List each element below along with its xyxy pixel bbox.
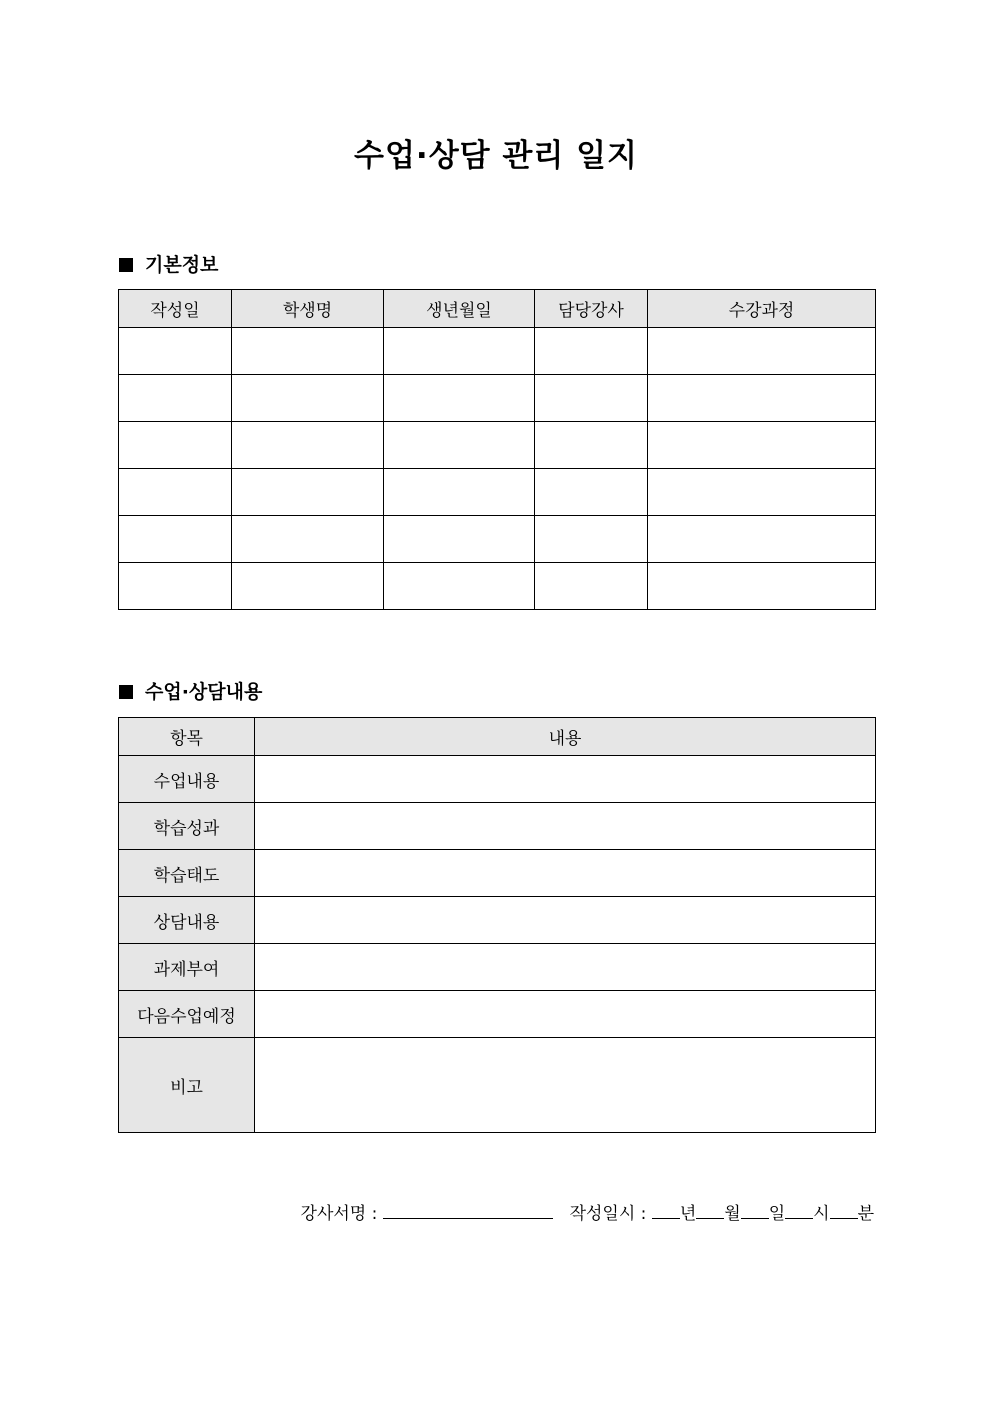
column-header-instructor: 담당강사 [535,290,648,328]
table-cell[interactable] [232,375,384,422]
month-blank[interactable] [696,1200,724,1219]
table-cell[interactable] [119,422,232,469]
basic-info-header-row [119,290,876,328]
table-cell[interactable] [535,375,648,422]
table-row [119,563,876,610]
table-cell[interactable] [232,469,384,516]
table-row [119,328,876,375]
row-label-learning-outcome: 학습성과 [119,803,255,850]
table-cell[interactable] [384,516,535,563]
day-blank[interactable] [741,1200,769,1219]
table-row [119,897,876,944]
content-cell[interactable] [255,897,876,944]
table-cell[interactable] [535,422,648,469]
month-unit: 월 [724,1204,741,1224]
table-cell[interactable] [535,516,648,563]
table-cell[interactable] [648,422,876,469]
table-cell[interactable] [232,563,384,610]
table-cell[interactable] [384,375,535,422]
basic-info-heading [119,252,218,278]
table-cell[interactable] [535,328,648,375]
table-row [119,516,876,563]
table-cell[interactable] [384,328,535,375]
year-blank[interactable] [652,1200,680,1219]
row-label-learning-attitude: 학습태도 [119,850,255,897]
column-header-birthdate: 생년월일 [384,290,535,328]
table-row [119,469,876,516]
square-bullet-icon [119,685,133,699]
table-row [119,375,876,422]
table-cell[interactable] [384,469,535,516]
page-title: 수업·상담 관리 일지 [354,138,638,174]
signature-line [0,1200,874,1227]
basic-info-table [118,289,876,610]
table-cell[interactable] [648,328,876,375]
row-label-lesson-content: 수업내용 [119,756,255,803]
instructor-signature-label: 강사서명 : [300,1204,378,1224]
table-row [119,991,876,1038]
table-cell[interactable] [119,469,232,516]
table-row [119,850,876,897]
column-header-student: 학생명 [232,290,384,328]
content-cell[interactable] [255,1038,876,1133]
table-cell[interactable] [535,469,648,516]
row-label-counseling-content: 상담내용 [119,897,255,944]
table-cell[interactable] [648,516,876,563]
content-cell[interactable] [255,850,876,897]
row-label-next-lesson-plan: 다음수업예정 [119,991,255,1038]
table-row [119,944,876,991]
basic-info-heading-text: 기본정보 [145,254,219,276]
column-header-date: 작성일 [119,290,232,328]
square-bullet-icon [119,258,133,272]
date-label: 작성일시 : [569,1204,647,1224]
table-cell[interactable] [232,328,384,375]
table-cell[interactable] [119,375,232,422]
table-row [119,803,876,850]
content-section-heading-text: 수업·상담내용 [145,681,263,703]
content-cell[interactable] [255,944,876,991]
column-header-item: 항목 [119,718,255,756]
table-cell[interactable] [119,328,232,375]
column-header-content: 내용 [255,718,876,756]
content-cell[interactable] [255,991,876,1038]
table-cell[interactable] [119,563,232,610]
table-cell[interactable] [648,375,876,422]
table-row [119,1038,876,1133]
instructor-signature-blank[interactable] [383,1200,553,1219]
row-label-remarks: 비고 [119,1038,255,1133]
row-label-assignment: 과제부여 [119,944,255,991]
table-row [119,422,876,469]
content-cell[interactable] [255,756,876,803]
table-row [119,756,876,803]
table-cell[interactable] [232,516,384,563]
table-cell[interactable] [535,563,648,610]
content-cell[interactable] [255,803,876,850]
day-unit: 일 [768,1204,786,1224]
minute-unit: 분 [857,1204,874,1224]
table-cell[interactable] [232,422,384,469]
table-cell[interactable] [648,563,876,610]
column-header-course: 수강과정 [648,290,876,328]
hour-unit: 시 [813,1204,830,1224]
content-section-heading [119,679,262,705]
table-cell[interactable] [384,563,535,610]
minute-blank[interactable] [830,1200,858,1219]
year-unit: 년 [679,1204,697,1224]
hour-blank[interactable] [785,1200,813,1219]
table-cell[interactable] [384,422,535,469]
content-table [118,717,876,1133]
content-header-row [119,718,876,756]
table-cell[interactable] [648,469,876,516]
table-cell[interactable] [119,516,232,563]
